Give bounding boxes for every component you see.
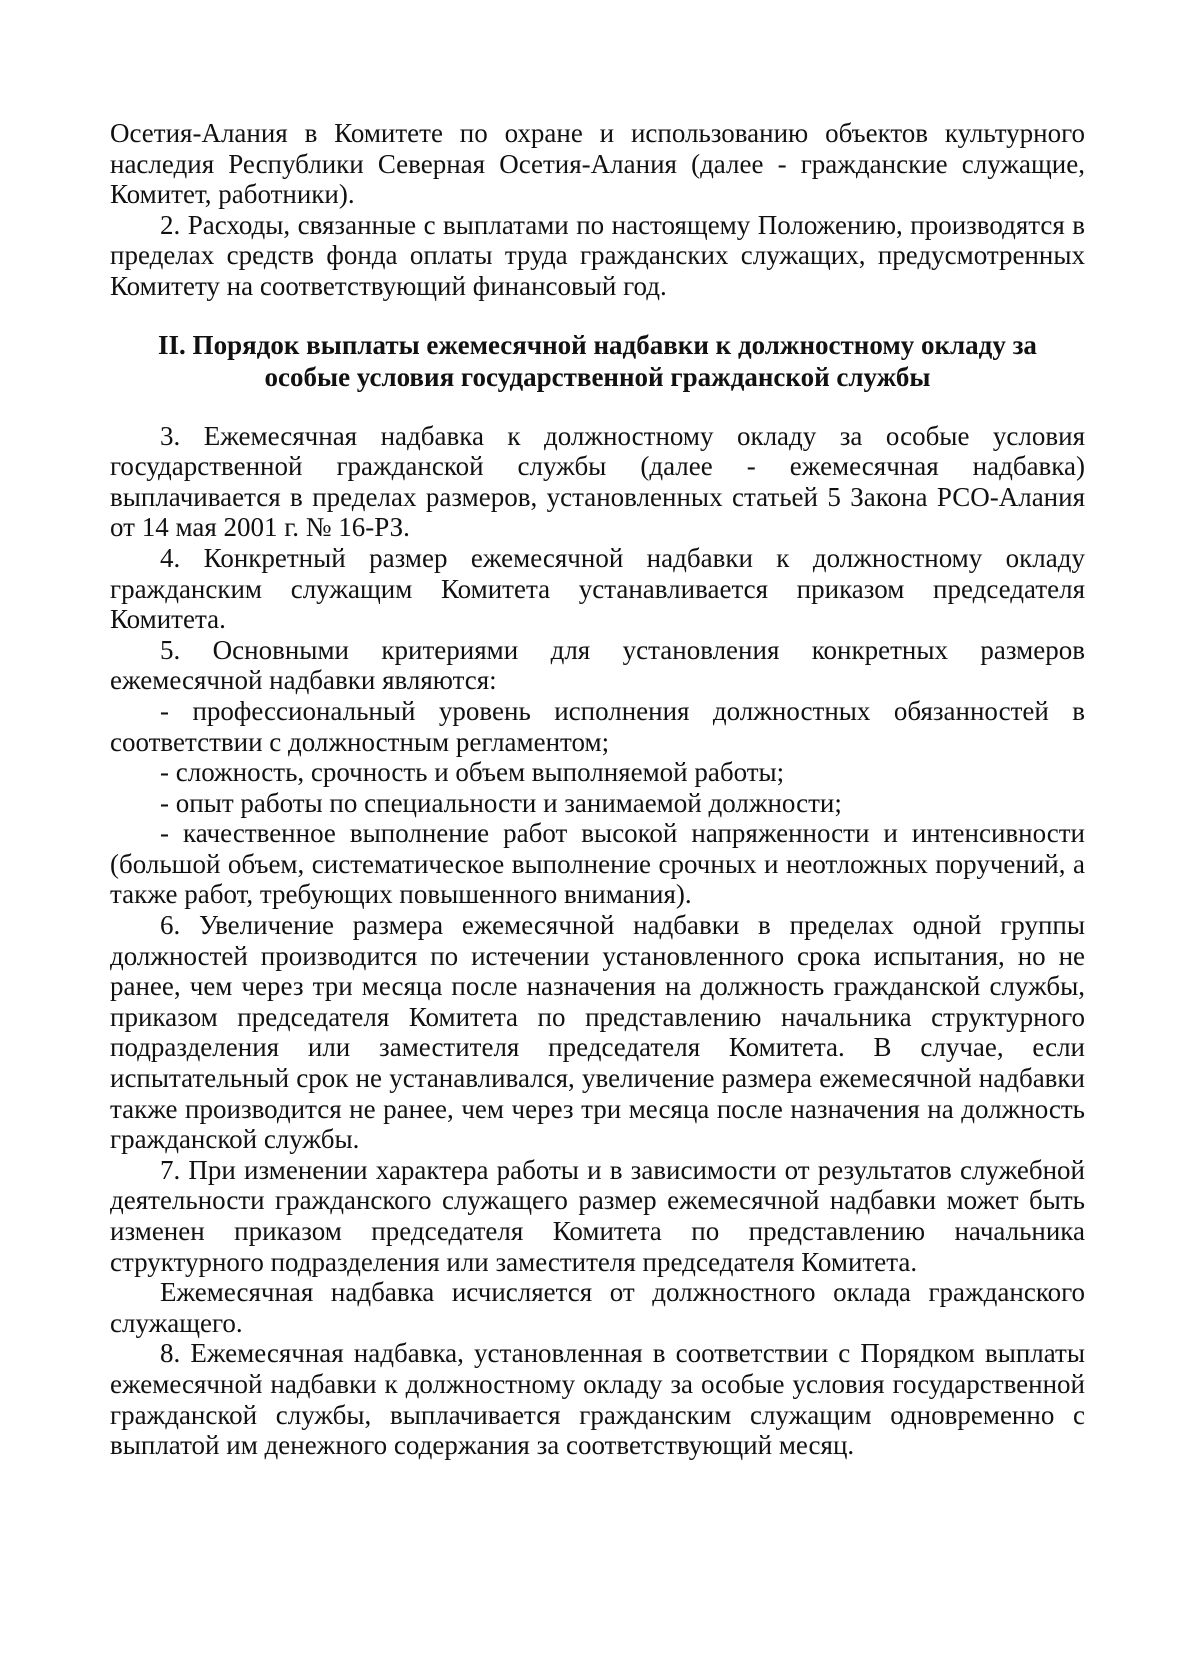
section-heading: II. Порядок выплаты ежемесячной надбавки к должностному окладу за особые условия государственной гражданской службы <box>158 329 1037 392</box>
paragraph-4: 4. Конкретный размер ежемесячной надбавки к должностному окладу гражданским служащим Комитета устанавливается приказом председателя Комитета. <box>110 542 1085 635</box>
criteria-item-3: - опыт работы по специальности и занимаемой должности; <box>160 787 842 818</box>
paragraph-3: 3. Ежемесячная надбавка к должностному окладу за особые условия государственной гражданской службы (далее - ежемесячная надбавка) выплачивается в пределах размеров, установленных статьей 5 Закона РСО-Алания от 14 мая 2001 г. № 16-РЗ. <box>110 420 1085 543</box>
paragraph-5: 5. Основными критериями для установления конкретных размеров ежемесячной надбавки являются: <box>110 634 1085 696</box>
criteria-item-4: - качественное выполнение работ высокой напряженности и интенсивности (большой объем, систематическое выполнение срочных и неотложных поручений, а также работ, требующих повышенного внимания). <box>110 818 1085 910</box>
document-page <box>110 118 1085 1461</box>
paragraph-7: 7. При изменении характера работы и в зависимости от результатов служебной деятельности гражданского служащего размер ежемесячной надбавки может быть изменен приказом председателя Комитета по представлению начальника структурного подразделения или заместителя председателя Комитета. <box>110 1154 1085 1277</box>
paragraph-2: 2. Расходы, связанные с выплатами по настоящему Положению, производятся в пределах средств фонда оплаты труда гражданских служащих, предусмотренных Комитету на соответствующий финансовый год. <box>110 209 1085 301</box>
paragraph-6: 6. Увеличение размера ежемесячной надбавки в пределах одной группы должностей производится по истечении установленного срока испытания, но не ранее, чем через три месяца после назначения на должность гражданской службы, приказом председателя Комитета по представлению начальника структурного подразделения или заместителя председателя Комитета. В случае, если испытательный срок не устанавливался, увеличение размера ежемесячной надбавки также производится не ранее, чем через три месяца после назначения на должность гражданской службы. <box>110 910 1085 1155</box>
paragraph-8: 8. Ежемесячная надбавка, установленная в соответствии с Порядком выплаты ежемесячной надбавки к должностному окладу за особые условия государственной гражданской службы, выплачивается гражданским служащим одновременно с выплатой им денежного содержания за соответствующий месяц. <box>110 1338 1085 1461</box>
criteria-item-1: - профессиональный уровень исполнения должностных обязанностей в соответствии с должностным регламентом; <box>110 695 1085 757</box>
criteria-item-2: - сложность, срочность и объем выполняемой работы; <box>160 757 785 788</box>
paragraph-7-note: Ежемесячная надбавка исчисляется от должностного оклада гражданского служащего. <box>110 1277 1085 1338</box>
intro-continuation-paragraph: Осетия-Алания в Комитете по охране и использованию объектов культурного наследия Республики Северная Осетия-Алания (далее - гражданские служащие, Комитет, работники). <box>110 118 1085 210</box>
